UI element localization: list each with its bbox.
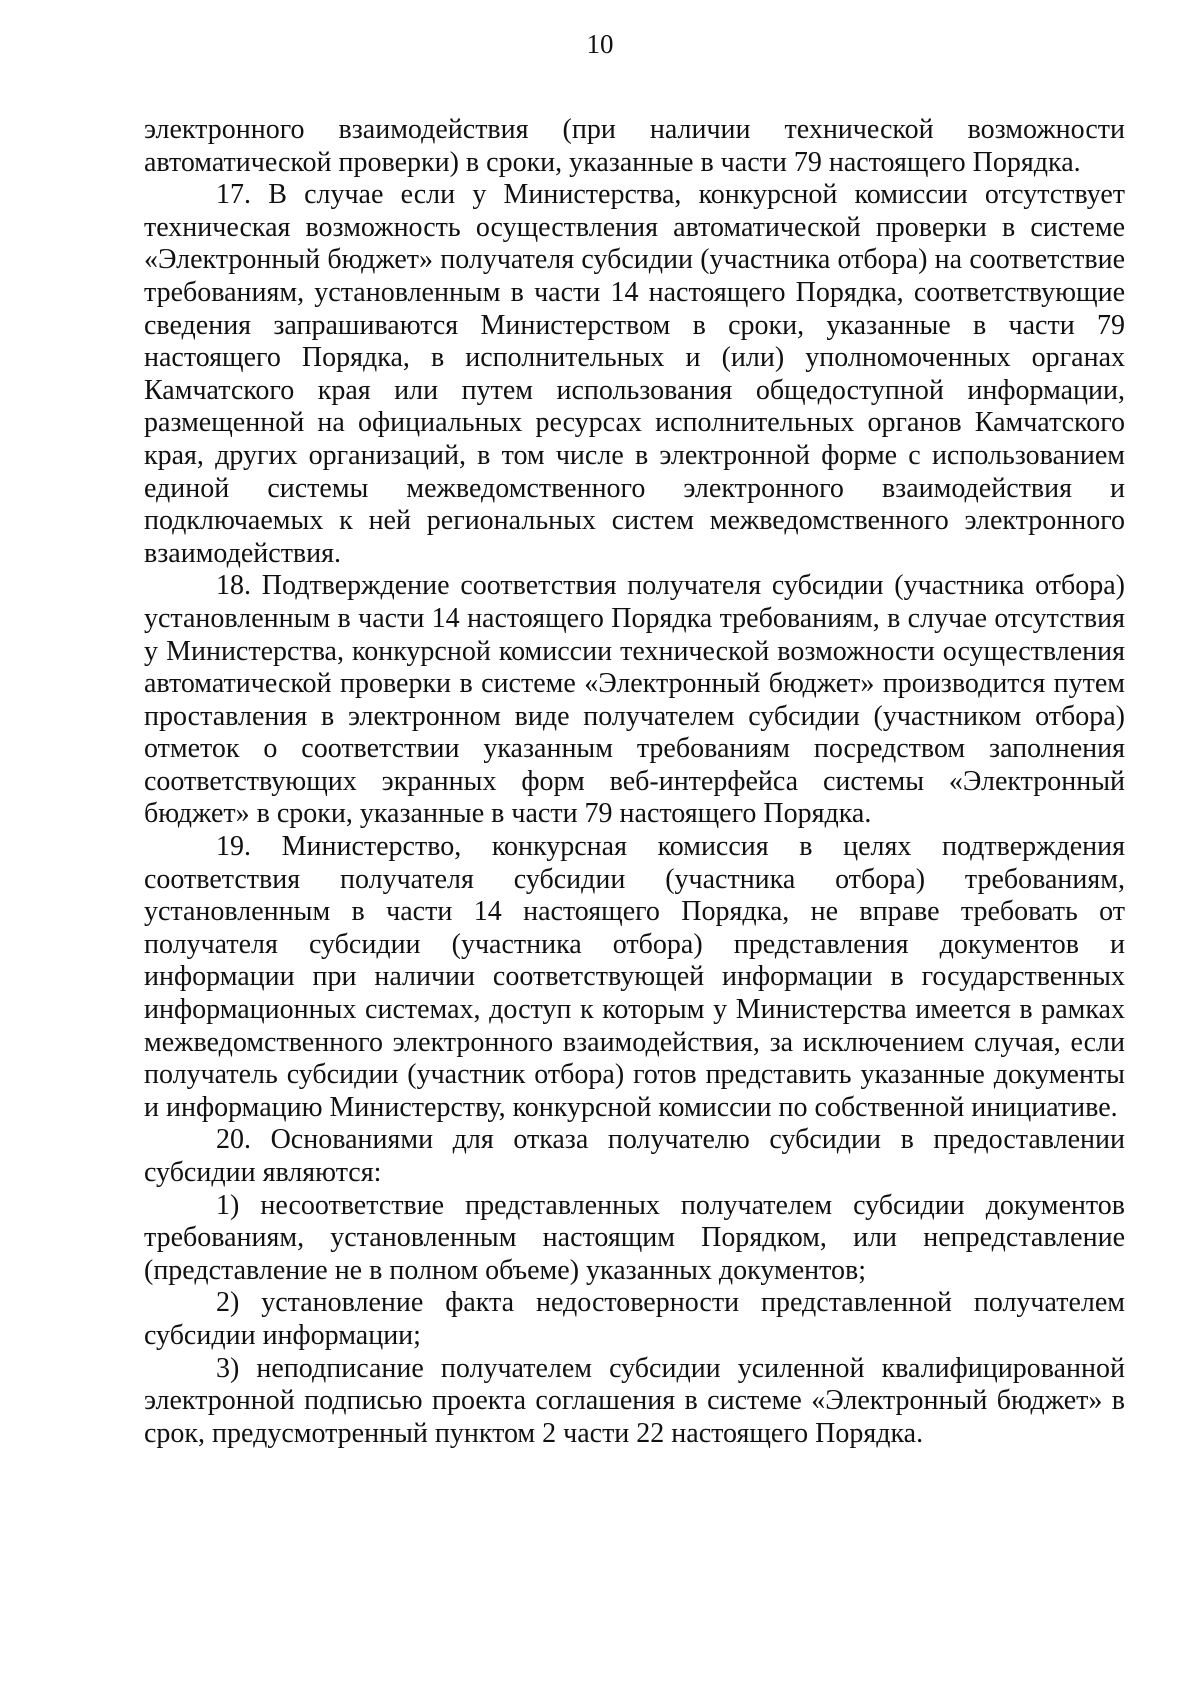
paragraph-17: 17. В случае если у Министерства, конкурсной комиссии отсутствует техническая возможность осуществления автоматической проверки в системе «Электронный бюджет» получателя субсидии (участника отбора) на соответствие требованиям, установленным в части 14 настоящего Порядка, соответствующие сведения запрашиваются Министерством в сроки, указанные в части 79 настоящего Порядка, в исполнительных и (или) уполномоченных органах Камчатского края или путем использования общедоступной информации, размещенной на официальных ресурсах исполнительных органов Камчатского края, других организаций, в том числе в электронной форме с использованием единой системы межведомственного электронного взаимодействия и подключаемых к ней региональных систем межведомственного электронного взаимодействия.	[144, 179, 1125, 569]
document-body	[144, 114, 1125, 1450]
list-item-1: 1) несоответствие представленных получателем субсидии документов требованиям, установленным настоящим Порядком, или непредставление (представление не в полном объеме) указанных документов;	[144, 1189, 1125, 1286]
paragraph-19: 19. Министерство, конкурсная комиссия в целях подтверждения соответствия получателя субсидии (участника отбора) требованиям, установленным в части 14 настоящего Порядка, не вправе требовать от получателя субсидии (участника отбора) представления документов и информации при наличии соответствующей информации в государственных информационных системах, доступ к которым у Министерства имеется в рамках межведомственного электронного взаимодействия, за исключением случая, если получатель субсидии (участник отбора) готов представить указанные документы и информацию Министерству, конкурсной комиссии по собственной инициативе.	[144, 831, 1125, 1123]
list-item-2: 2) установление факта недостоверности представленной получателем субсидии информации;	[144, 1287, 1125, 1351]
paragraph-20: 20. Основаниями для отказа получателю субсидии в предоставлении субсидии являются:	[144, 1124, 1125, 1188]
paragraph-18: 18. Подтверждение соответствия получателя субсидии (участника отбора) установленным в части 14 настоящего Порядка требованиям, в случае отсутствия у Министерства, конкурсной комиссии технической возможности осуществления автоматической проверки в системе «Электронный бюджет» производится путем проставления в электронном виде получателем субсидии (участником отбора) отметок о соответствии указанным требованиям посредством заполнения соответствующих экранных форм веб-интерфейса системы «Электронный бюджет» в сроки, указанные в части 79 настоящего Порядка.	[144, 570, 1125, 830]
list-item-3: 3) неподписание получателем субсидии усиленной квалифицированной электронной подписью проекта соглашения в системе «Электронный бюджет» в срок, предусмотренный пунктом 2 части 22 настоящего Порядка.	[144, 1352, 1125, 1449]
paragraph-continuation: электронного взаимодействия (при наличии технической возможности автоматической проверки) в сроки, указанные в части 79 настоящего Порядка.	[144, 114, 1125, 178]
page-number: 10	[586, 29, 614, 59]
